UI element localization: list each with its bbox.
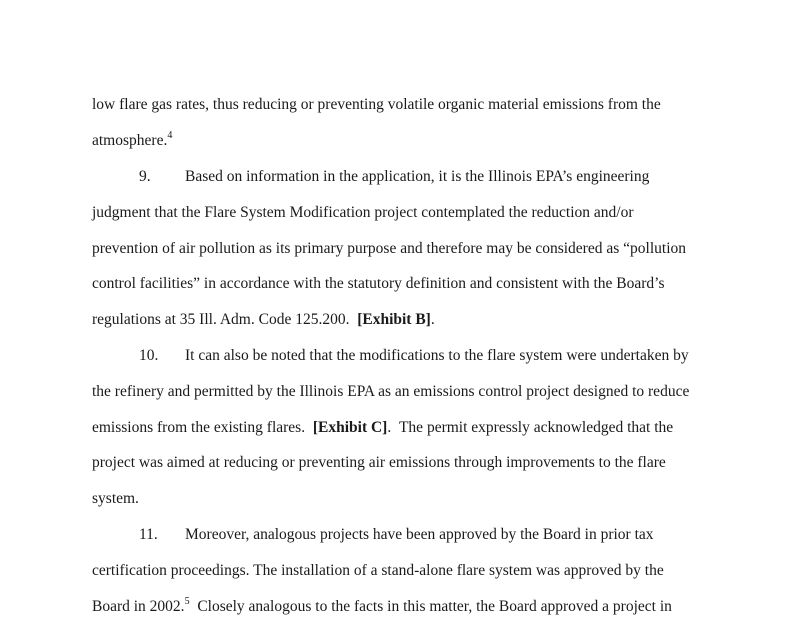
line-text: project was aimed at reducing or preventing air emissions through improvements to the flare: [92, 454, 666, 471]
line-text: low flare gas rates, thus reducing or preventing volatile organic material emissions from the: [92, 96, 661, 113]
line-text: Closely analogous to the facts in this matter, the Board approved a project in: [197, 598, 672, 615]
text-line: [92, 239, 686, 259]
line-text: Based on information in the application, it is the Illinois EPA’s engineering: [185, 168, 650, 185]
line-text: judgment that the Flare System Modification project contemplated the reduction and/or: [92, 204, 634, 221]
line-text: control facilities” in accordance with the statutory definition and consistent with the Board’s: [92, 275, 665, 292]
paragraph-number: 11.: [139, 526, 158, 543]
text-line: [92, 203, 634, 223]
line-text: The permit expressly acknowledged that the: [398, 419, 674, 436]
text-line: [92, 274, 664, 294]
line-text: atmosphere.: [92, 132, 168, 149]
text-line: [92, 131, 172, 151]
line-text: the refinery and permitted by the Illinois EPA as an emissions control project designed to reduce: [92, 383, 690, 400]
line-text: prevention of air pollution as its primary purpose and therefore may be considered as “pollution: [92, 240, 686, 257]
line-text: Board in 2002.: [92, 598, 185, 615]
line-text: Moreover, analogous projects have been approved by the Board in prior tax: [185, 526, 654, 543]
text-line: emissions from the existing flares. [Exhibit C]. The permit expressly acknowledged that the: [92, 419, 674, 436]
line-text: It can also be noted that the modifications to the flare system were undertaken by: [185, 347, 689, 364]
paragraph-number: 10.: [139, 347, 159, 364]
paragraph-number: 9.: [139, 168, 151, 185]
line-text: system.: [92, 490, 139, 507]
exhibit-reference: [Exhibit B]: [357, 311, 431, 328]
text-line: [92, 382, 689, 402]
line-text: certification proceedings. The installation of a stand-alone flare system was approved by the: [92, 562, 664, 579]
footnote-ref: 4: [167, 130, 173, 141]
line-text: regulations at 35 Ill. Adm. Code 125.200.: [92, 311, 350, 328]
line-text: emissions from the existing flares.: [92, 419, 306, 436]
exhibit-reference: [Exhibit C]: [312, 419, 388, 436]
text-line: [92, 453, 666, 473]
paragraph-11-first-line: [139, 525, 654, 545]
text-line: regulations at 35 Ill. Adm. Code 125.200. [Exhibit B].: [92, 311, 435, 328]
footnote-ref: 5: [184, 596, 190, 607]
text-line: [92, 561, 664, 581]
paragraph-10-first-line: [139, 346, 689, 366]
text-line: [92, 597, 672, 617]
text-line: [92, 489, 139, 509]
paragraph-9-first-line: [139, 167, 649, 187]
text-line: [92, 95, 661, 115]
